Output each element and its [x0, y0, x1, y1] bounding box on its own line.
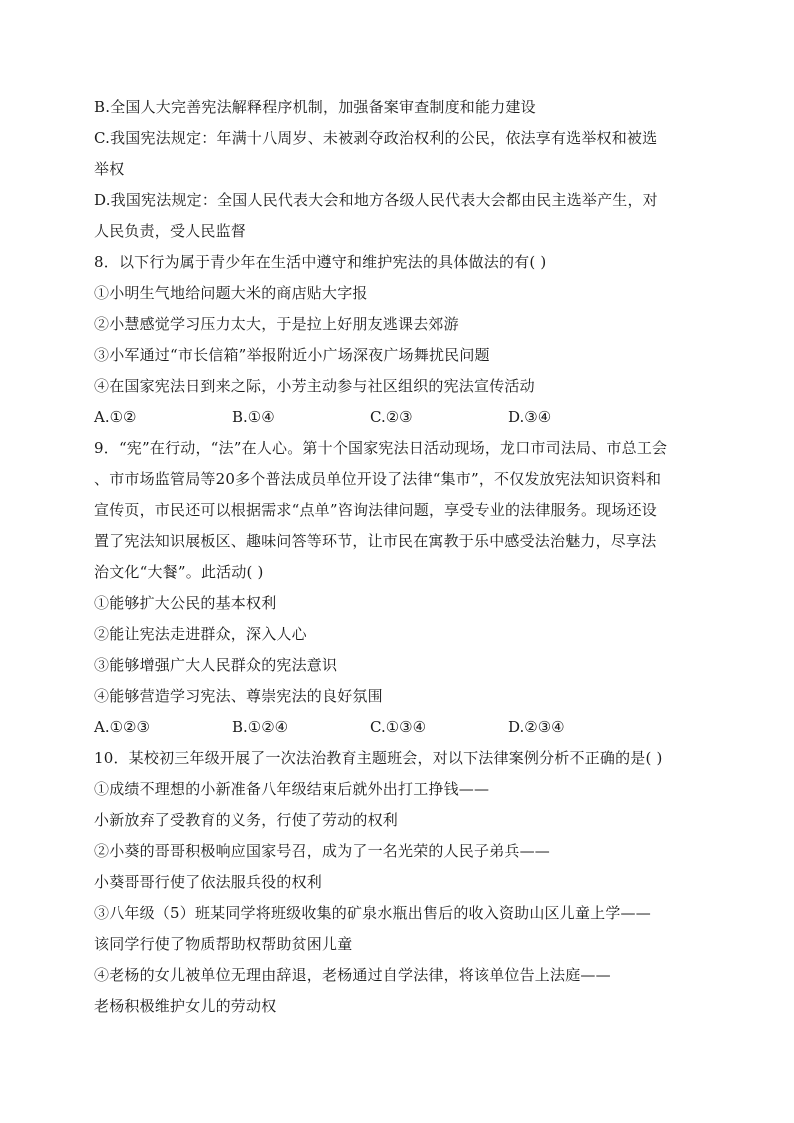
q9-stem-3: 宣传页，市民还可以根据需求“点单”咨询法律问题，享受专业的法律服务。现场还设 — [94, 501, 657, 519]
q9-options — [94, 712, 710, 743]
q7-option-d-cont: 人民负责，受人民监督 — [94, 222, 247, 240]
q9-stem-4: 置了宪法知识展板区、趣味问答等环节，让市民在寓教于乐中感受法治魅力，尽享法 — [94, 532, 657, 550]
q8-stem: 8．以下行为属于青少年在生活中遵守和维护宪法的具体做法的有( ) — [94, 253, 547, 271]
q10-item-4: ④老杨的女儿被单位无理由辞退，老杨通过自学法律，将该单位告上法庭—— — [94, 966, 611, 984]
q9-stem-2: 、市市场监管局等20多个普法成员单位开设了法律“集市”，不仅发放宪法知识资料和 — [94, 470, 662, 488]
q8-item-2: ②小慧感觉学习压力太大，于是拉上好朋友逃课去郊游 — [94, 315, 459, 333]
q9-option-b: B.①②④ — [232, 718, 289, 736]
q9-option-a: A.①②③ — [94, 718, 150, 736]
q10-item-2-analysis: 小葵哥哥行使了依法服兵役的权利 — [94, 873, 323, 891]
q8-option-b: B.①④ — [232, 408, 275, 426]
q10-item-4-analysis: 老杨积极维护女儿的劳动权 — [94, 997, 277, 1015]
q9-item-2: ②能让宪法走进群众，深入人心 — [94, 625, 307, 643]
q9-item-3: ③能够增强广大人民群众的宪法意识 — [94, 656, 338, 674]
q10-item-2: ②小葵的哥哥积极响应国家号召，成为了一名光荣的人民子弟兵—— — [94, 842, 551, 860]
q10-item-3-analysis: 该同学行使了物质帮助权帮助贫困儿童 — [94, 935, 353, 953]
q9-option-d: D.②③④ — [508, 718, 565, 736]
q7-option-c: C.我国宪法规定：年满十八周岁、未被剥夺政治权利的公民，依法享有选举权和被选 — [94, 129, 658, 147]
q10-stem: 10．某校初三年级开展了一次法治教育主题班会，对以下法律案例分析不正确的是( ) — [94, 749, 663, 767]
q10-item-1-analysis: 小新放弃了受教育的义务，行使了劳动的权利 — [94, 811, 399, 829]
q7-option-d: D.我国宪法规定：全国人民代表大会和地方各级人民代表大会都由民主选举产生，对 — [94, 191, 658, 209]
q7-option-c-cont: 举权 — [94, 160, 125, 178]
q7-option-b: B.全国人大完善宪法解释程序机制，加强备案审查制度和能力建设 — [94, 98, 536, 116]
q8-option-d: D.③④ — [508, 408, 552, 426]
q8-options — [94, 402, 710, 433]
q8-item-4: ④在国家宪法日到来之际，小芳主动参与社区组织的宪法宣传活动 — [94, 377, 535, 395]
q9-option-c: C.①③④ — [370, 718, 427, 736]
q9-stem-1: 9．“宪”在行动，“法”在人心。第十个国家宪法日活动现场，龙口市司法局、市总工会 — [94, 439, 668, 457]
q8-option-c: C.②③ — [370, 408, 413, 426]
q9-item-4: ④能够营造学习宪法、尊崇宪法的良好氛围 — [94, 687, 383, 705]
q9-item-1: ①能够扩大公民的基本权利 — [94, 594, 277, 612]
q8-option-a: A.①② — [94, 408, 137, 426]
q10-item-3: ③八年级（5）班某同学将班级收集的矿泉水瓶出售后的收入资助山区儿童上学—— — [94, 904, 651, 922]
q8-item-3: ③小军通过“市长信箱”举报附近小广场深夜广场舞扰民问题 — [94, 346, 490, 364]
q8-item-1: ①小明生气地给问题大米的商店贴大字报 — [94, 284, 368, 302]
q9-stem-5: 治文化“大餐”。此活动( ) — [94, 563, 264, 581]
q10-item-1: ①成绩不理想的小新准备八年级结束后就外出打工挣钱—— — [94, 780, 490, 798]
